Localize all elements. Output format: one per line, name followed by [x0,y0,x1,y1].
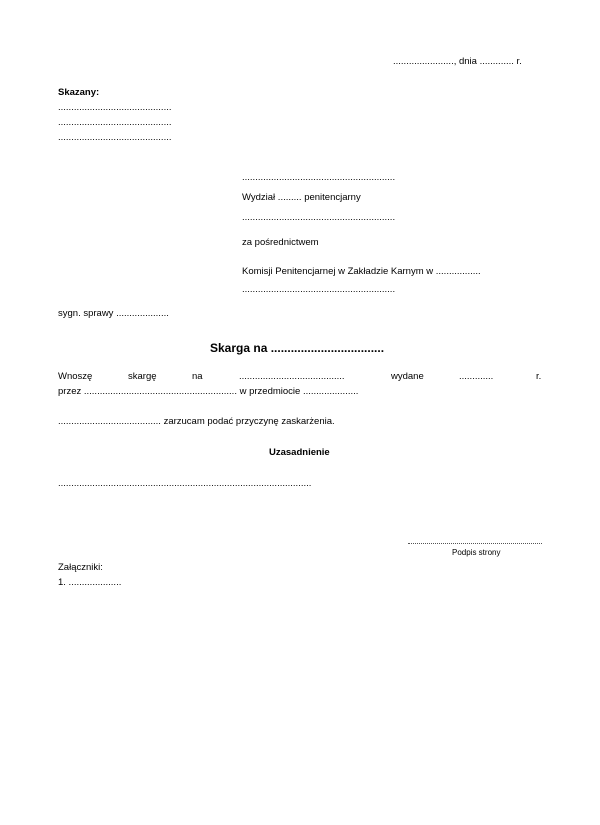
convict-line-1: ........................................... [58,102,172,113]
signature-label: Podpis strony [452,548,501,557]
complaint-word-3: na [192,371,203,382]
addressee-line-1: .......................................................... [242,172,396,183]
attachments-label: Załączniki: [58,562,103,573]
complaint-word-1: Wnoszę [58,371,93,382]
addressee-department: Wydział ......... penitencjarny [242,192,361,203]
complaint-line-3: ....................................... zarzucam podać przyczynę zaskarżenia. [58,416,335,427]
addressee-line-3: .......................................................... [242,284,396,295]
complaint-word-2: skargę [128,371,157,382]
convict-line-2: ........................................... [58,117,172,128]
complaint-word-5: wydane [391,371,424,382]
justification-heading: Uzasadnienie [269,447,330,458]
date-line: ......................., dnia ............. r. [393,56,522,67]
addressee-via: za pośrednictwem [242,237,319,248]
addressee-commission: Komisji Penitencjarnej w Zakładzie Karnym w ................. [242,266,481,277]
convict-label: Skazany: [58,87,100,98]
addressee-line-2: .......................................................... [242,212,396,223]
case-reference: sygn. sprawy .................... [58,308,169,319]
document-title: Skarga na .................................. [210,341,385,355]
complaint-word-7: r. [536,371,542,382]
signature-line [408,543,542,544]
complaint-line-2: przez .......................................................... w przedmiocie ..................... [58,386,359,397]
complaint-word-4: ........................................ [239,371,345,382]
convict-line-3: ........................................... [58,132,172,143]
justification-line: ................................................................................................ [58,478,312,489]
attachment-item-1: 1. .................... [58,577,122,588]
complaint-word-6: ............. [459,371,494,382]
